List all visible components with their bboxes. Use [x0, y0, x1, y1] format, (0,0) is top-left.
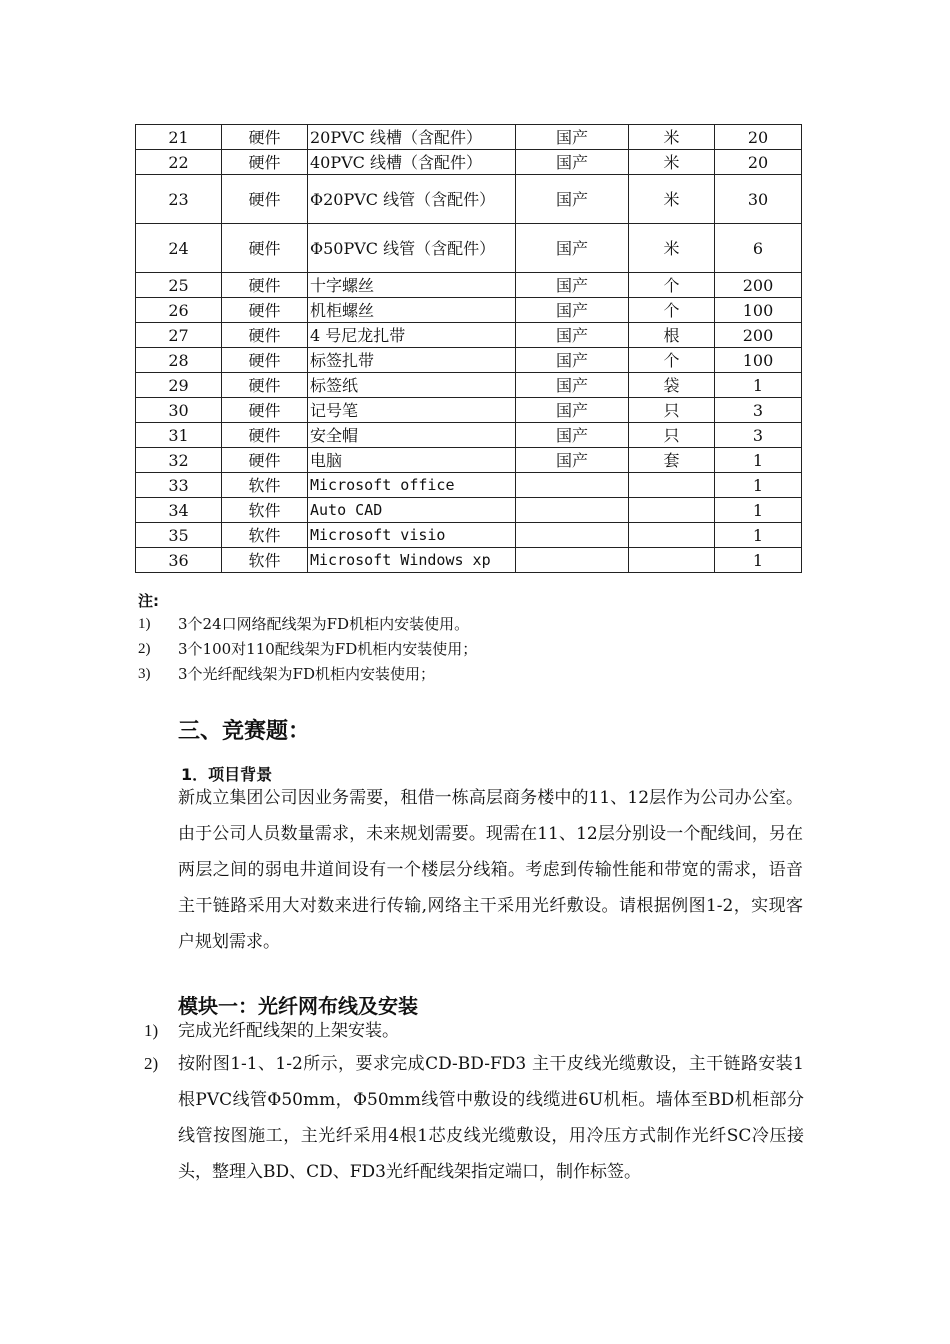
cell-item-name: 安全帽 [308, 423, 516, 448]
cell-quantity: 100 [715, 348, 802, 373]
cell-origin [516, 548, 629, 573]
cell-type: 硬件 [222, 273, 308, 298]
cell-unit: 袋 [629, 373, 715, 398]
cell-item-name: 机柜螺丝 [308, 298, 516, 323]
cell-quantity: 1 [715, 548, 802, 573]
table-row [136, 125, 802, 150]
cell-type: 硬件 [222, 175, 308, 224]
cell-item-name: 20PVC 线槽（含配件） [308, 125, 516, 150]
cell-item-name: Microsoft visio [308, 523, 516, 548]
equipment-table-body [136, 125, 802, 573]
cell-number: 36 [136, 548, 222, 573]
cell-origin: 国产 [516, 373, 629, 398]
cell-unit: 米 [629, 175, 715, 224]
table-row [136, 150, 802, 175]
cell-unit: 只 [629, 398, 715, 423]
table-row [136, 348, 802, 373]
cell-item-name: 4 号尼龙扎带 [308, 323, 516, 348]
cell-origin [516, 473, 629, 498]
note-item [138, 662, 477, 687]
table-row [136, 448, 802, 473]
cell-quantity: 1 [715, 523, 802, 548]
cell-item-name: 标签纸 [308, 373, 516, 398]
cell-item-name: Φ20PVC 线管（含配件） [308, 175, 516, 224]
cell-item-name: 电脑 [308, 448, 516, 473]
cell-origin [516, 498, 629, 523]
note-text: 3个100对110配线架为FD机柜内安装使用； [178, 640, 478, 658]
table-row [136, 423, 802, 448]
cell-number: 26 [136, 298, 222, 323]
cell-number: 27 [136, 323, 222, 348]
cell-quantity: 6 [715, 224, 802, 273]
cell-number: 21 [136, 125, 222, 150]
cell-number: 28 [136, 348, 222, 373]
cell-unit [629, 548, 715, 573]
cell-number: 32 [136, 448, 222, 473]
step-number: 2) [144, 1054, 159, 1073]
table-row [136, 273, 802, 298]
cell-quantity: 200 [715, 273, 802, 298]
cell-quantity: 100 [715, 298, 802, 323]
cell-unit [629, 473, 715, 498]
module-heading: 模块一：光纤网布线及安装 [178, 994, 418, 1018]
cell-quantity: 1 [715, 473, 802, 498]
cell-origin: 国产 [516, 448, 629, 473]
note-number: 3) [138, 666, 151, 682]
note-text: 3个24口网络配线架为FD机柜内安装使用。 [178, 615, 470, 633]
note-item [138, 637, 477, 662]
step-text: 按附图1-1、1-2所示，要求完成CD-BD-FD3 主干皮线光缆敷设，主干链路安装1根PVC线管Φ50mm，Φ50mm线管中敷设的线缆进6U机柜。墙体至BD机柜部分线管按图施工，主光纤采用4根1芯皮线光缆敷设，用冷压方式制作光纤SC冷压接头，整理入BD、CD、FD3光纤配线架指定端口，制作标签。 [178, 1054, 804, 1182]
cell-item-name: Microsoft Windows xp [308, 548, 516, 573]
cell-type: 软件 [222, 473, 308, 498]
cell-type: 软件 [222, 548, 308, 573]
cell-quantity: 3 [715, 398, 802, 423]
cell-unit: 个 [629, 348, 715, 373]
cell-quantity: 20 [715, 150, 802, 175]
cell-origin: 国产 [516, 323, 629, 348]
cell-unit: 个 [629, 273, 715, 298]
cell-unit [629, 523, 715, 548]
cell-unit: 只 [629, 423, 715, 448]
table-row [136, 398, 802, 423]
cell-origin [516, 523, 629, 548]
step-text: 完成光纤配线架的上架安装。 [178, 1021, 399, 1041]
section-subheading: 1．项目背景 [181, 765, 273, 784]
cell-type: 硬件 [222, 423, 308, 448]
cell-number: 23 [136, 175, 222, 224]
note-item [138, 612, 477, 637]
cell-origin: 国产 [516, 423, 629, 448]
notes-block [138, 590, 477, 687]
cell-type: 硬件 [222, 298, 308, 323]
step-number: 1) [144, 1021, 159, 1040]
equipment-table [135, 124, 802, 573]
table-row [136, 323, 802, 348]
cell-quantity: 3 [715, 423, 802, 448]
cell-origin: 国产 [516, 298, 629, 323]
cell-quantity: 1 [715, 448, 802, 473]
cell-type: 硬件 [222, 125, 308, 150]
cell-type: 硬件 [222, 224, 308, 273]
cell-type: 硬件 [222, 323, 308, 348]
cell-number: 33 [136, 473, 222, 498]
cell-unit: 米 [629, 150, 715, 175]
cell-origin: 国产 [516, 398, 629, 423]
cell-item-name: Φ50PVC 线管（含配件） [308, 224, 516, 273]
cell-item-name: Auto CAD [308, 498, 516, 523]
module-steps [144, 1016, 804, 1190]
cell-origin: 国产 [516, 175, 629, 224]
cell-quantity: 1 [715, 498, 802, 523]
cell-type: 硬件 [222, 348, 308, 373]
note-number: 1) [138, 616, 151, 632]
cell-item-name: Microsoft office [308, 473, 516, 498]
cell-item-name: 十字螺丝 [308, 273, 516, 298]
cell-type: 硬件 [222, 398, 308, 423]
cell-origin: 国产 [516, 273, 629, 298]
cell-number: 31 [136, 423, 222, 448]
cell-unit: 套 [629, 448, 715, 473]
cell-quantity: 30 [715, 175, 802, 224]
table-row [136, 498, 802, 523]
cell-number: 34 [136, 498, 222, 523]
cell-unit: 根 [629, 323, 715, 348]
cell-number: 25 [136, 273, 222, 298]
cell-quantity: 1 [715, 373, 802, 398]
cell-origin: 国产 [516, 125, 629, 150]
background-paragraph: 新成立集团公司因业务需要，租借一栋高层商务楼中的11、12层作为公司办公室。由于公司人员数量需求，未来规划需要。现需在11、12层分别设一个配线间，另在两层之间的弱电井道间设有一个楼层分线箱。考虑到传输性能和带宽的需求，语音主干链路采用大对数来进行传输,网络主干采用光纤敷设。请根据例图1-2，实现客户规划需求。 [178, 788, 803, 952]
cell-unit: 米 [629, 224, 715, 273]
cell-origin: 国产 [516, 348, 629, 373]
cell-number: 35 [136, 523, 222, 548]
cell-unit [629, 498, 715, 523]
table-row [136, 548, 802, 573]
cell-type: 硬件 [222, 150, 308, 175]
notes-title: 注: [138, 592, 159, 610]
cell-item-name: 标签扎带 [308, 348, 516, 373]
cell-item-name: 40PVC 线槽（含配件） [308, 150, 516, 175]
cell-number: 29 [136, 373, 222, 398]
cell-item-name: 记号笔 [308, 398, 516, 423]
table-row [136, 373, 802, 398]
section-heading: 三、竞赛题： [178, 719, 311, 744]
cell-quantity: 20 [715, 125, 802, 150]
cell-type: 硬件 [222, 448, 308, 473]
note-number: 2) [138, 641, 151, 657]
cell-type: 软件 [222, 498, 308, 523]
cell-quantity: 200 [715, 323, 802, 348]
cell-number: 30 [136, 398, 222, 423]
table-row [136, 298, 802, 323]
table-row [136, 175, 802, 224]
cell-type: 软件 [222, 523, 308, 548]
cell-type: 硬件 [222, 373, 308, 398]
table-row [136, 224, 802, 273]
cell-origin: 国产 [516, 150, 629, 175]
table-row [136, 473, 802, 498]
table-row [136, 523, 802, 548]
cell-origin: 国产 [516, 224, 629, 273]
cell-unit: 米 [629, 125, 715, 150]
step-item [144, 1046, 804, 1190]
note-text: 3个光纤配线架为FD机柜内安装使用； [178, 665, 435, 683]
cell-number: 24 [136, 224, 222, 273]
step-item [144, 1016, 804, 1046]
cell-unit: 个 [629, 298, 715, 323]
cell-number: 22 [136, 150, 222, 175]
